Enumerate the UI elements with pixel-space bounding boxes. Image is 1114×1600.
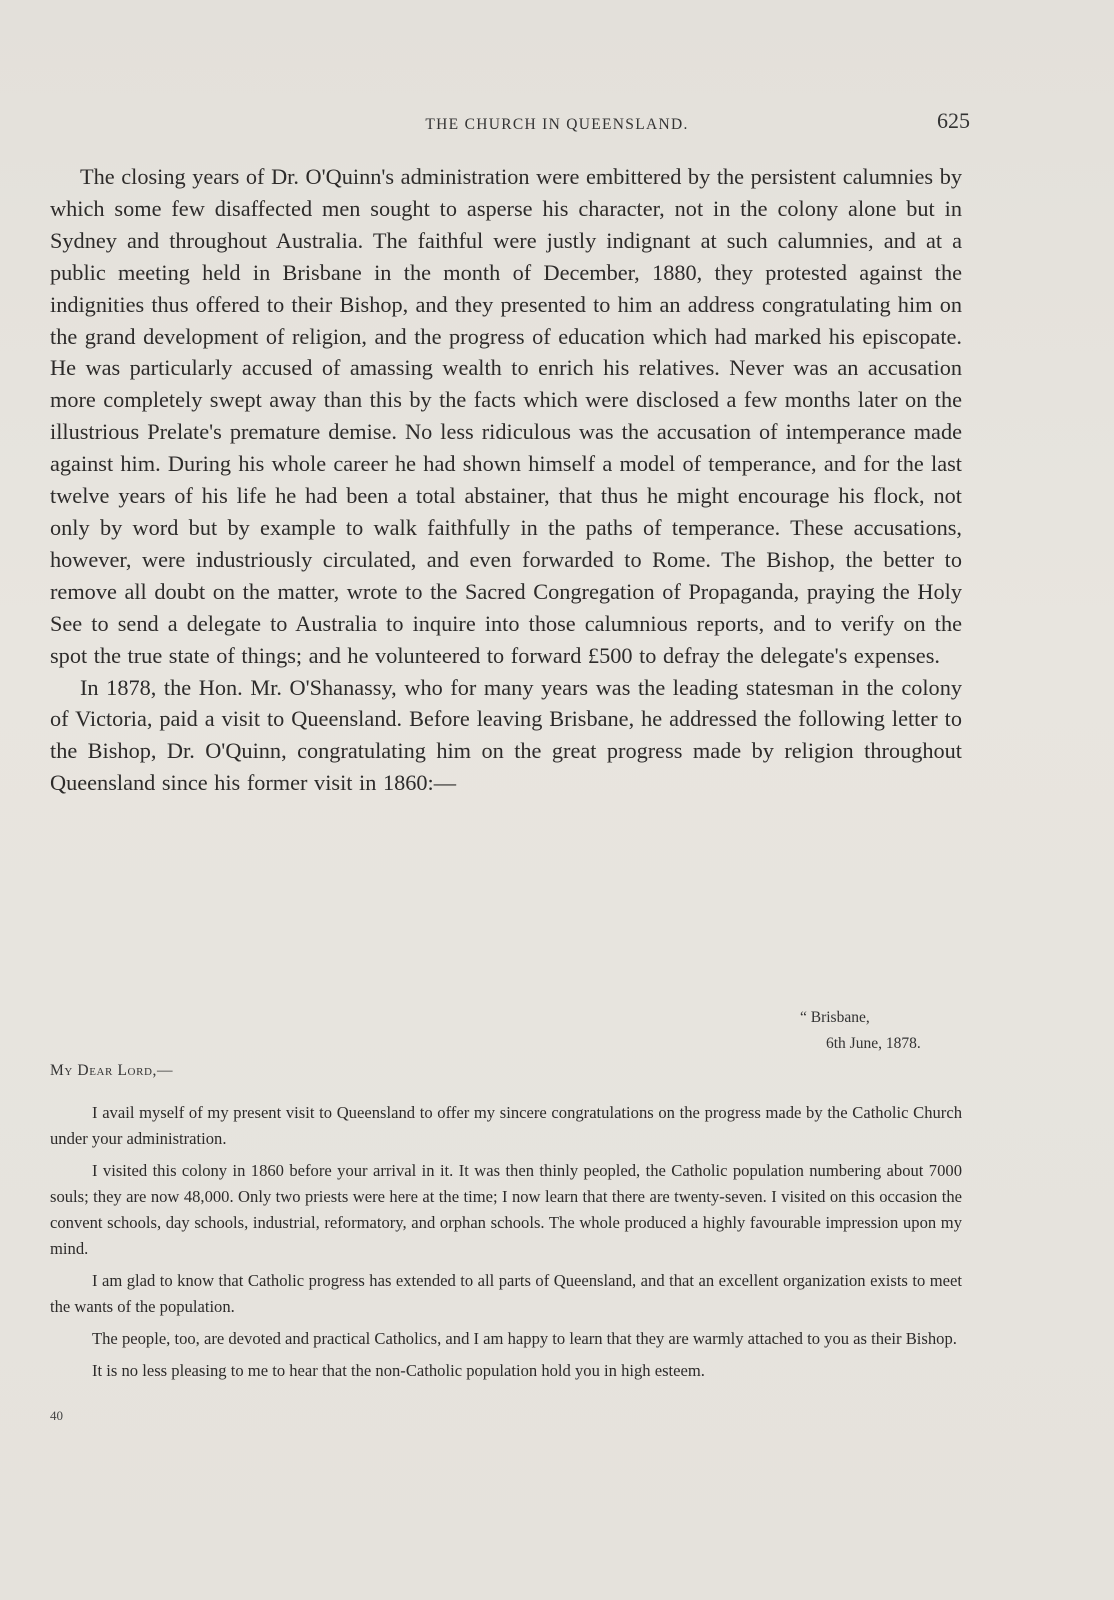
letter-paragraph: I visited this colony in 1860 before your arrival in it. It was then thinly peopled, the Catholic population numbering about 7000 souls; they are now 48,000. Only two priests were here at the time; I now learn that there are twenty-seven. I visited on this occasion the convent schools, day schools, industrial, reformatory, and orphan schools. The whole produced a highly favourable impression upon my mind. (50, 1161, 962, 1258)
letter-body (50, 1100, 962, 1390)
letter-salutation: My Dear Lord,— (50, 1062, 174, 1079)
signature-mark: 40 (50, 1408, 63, 1423)
running-title: THE CHURCH IN QUEENSLAND. (425, 116, 689, 133)
body-paragraph: The closing years of Dr. O'Quinn's administration were embittered by the persistent calumnies by which some few disaffected men sought to asperse his character, not in the colony alone but in Sydney and throughout Australia. The faithful were justly indignant at such calumnies, and at a public meeting held in Brisbane in the month of December, 1880, they protested against the indignities thus offered to their Bishop, and they presented to him an address congratulating him on the grand development of religion, and the progress of education which had marked his episcopate. He was particularly accused of amassing wealth to enrich his relatives. Never was an accusation more completely swept away than this by the facts which were disclosed a few months later on the illustrious Prelate's premature demise. No less ridiculous was the accusation of intemperance made against him. During his whole career he had shown himself a model of temperance, and for the last twelve years of his life he had been a total abstainer, that thus he might encourage his flock, not only by word but by example to walk faithfully in the paths of temperance. These accusations, however, were industriously circulated, and even forwarded to Rome. The Bishop, the better to remove all doubt on the matter, wrote to the Sacred Congregation of Propaganda, praying the Holy See to send a delegate to Australia to inquire into those calumnious reports, and to verify on the spot the true state of things; and he volunteered to forward £500 to defray the delegate's expenses. (50, 164, 962, 668)
letter-paragraph: I am glad to know that Catholic progress has extended to all parts of Queensland, and that an excellent organization exists to meet the wants of the population. (50, 1271, 962, 1316)
page-number: 625 (937, 108, 970, 133)
letter-paragraph: It is no less pleasing to me to hear that the non-Catholic population hold you in high esteem. (92, 1361, 705, 1380)
main-text (50, 161, 962, 799)
letter-heading (794, 1005, 974, 1057)
letter-date: 6th June, 1878. (826, 1035, 921, 1052)
letter-paragraph: I avail myself of my present visit to Queensland to offer my sincere congratulations on the progress made by the Catholic Church under your administration. (50, 1103, 962, 1148)
letter-paragraph: The people, too, are devoted and practical Catholics, and I am happy to learn that they are warmly attached to you as their Bishop. (92, 1329, 957, 1348)
letter-place: “ Brisbane, (800, 1009, 870, 1026)
body-paragraph: In 1878, the Hon. Mr. O'Shanassy, who for many years was the leading statesman in the colony of Victoria, paid a visit to Queensland. Before leaving Brisbane, he addressed the following letter to the Bishop, Dr. O'Quinn, congratulating him on the great progress made by religion throughout Queensland since his former visit in 1860:— (50, 674, 962, 796)
